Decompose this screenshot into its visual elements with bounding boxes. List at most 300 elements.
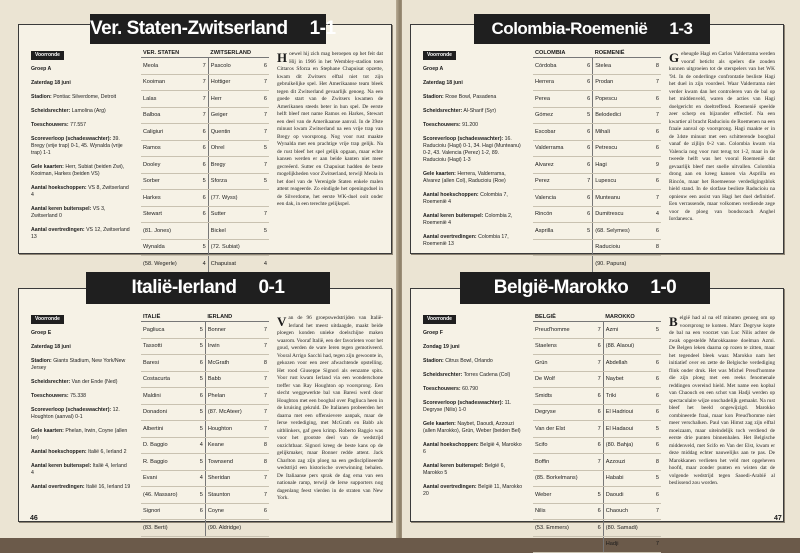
info-label: Gele kaarten:: [31, 427, 64, 434]
home-rating: 7: [589, 371, 604, 388]
lineup-row: [141, 206, 269, 223]
home-player: Boffin: [533, 454, 589, 471]
home-rating: 5: [191, 487, 206, 504]
away-player: Petrescu: [593, 140, 647, 157]
away-player: (72. Subiat): [208, 239, 255, 256]
home-rating: 5: [578, 223, 593, 240]
away-player: Townsend: [205, 454, 255, 471]
match-card: [18, 24, 392, 267]
report-text: oewel hij zich mag beroepen op het feit dat Hij in 1966 in het Wembley-stadion toen Cittaros Sforza en Stephane Chapuisat opzette, kwam dit Zwitsers elftal niet tot zijn gebruikelijke spel. Het Amerikaanse team bleek tegen dit Zwitserland gevaarlijk genoeg. Na een goede start van de Zwitsers kwamen de Amerikanen steeds beter in hun spel. De eerste helft bleef met name Ramos en Harkes, Stewart een deel van de Amerikaanse aanval. In de 39ste minuut kwam Zwitserland na een vrije trap van Bregy op voorsprong. Nog voor rust maakte Wynalda met een prachtige vrije trap gelijk. Na de rust bleef het spel gelijk opgaan, maar echte kansen werden er aan beide kanten niet meer gecreëerd. Sutter en Chapuisat hadden de beste mogelijkheden voor Zwitserland, terwijl Meola in het doel van de Verenigde Staten enkele malen attent reageerde. Zo eindigde het openingsduel in de Silverdome, het eerste WK-duel ooit onder een dak, in een terechte gelijkspel.: [277, 51, 383, 208]
lineup-row: [141, 58, 269, 75]
info-label: Scoreverloop (schadeswachter):: [31, 406, 112, 413]
info-label: Gele kaarten:: [423, 170, 456, 177]
match-report: [669, 315, 775, 515]
info-label: Aantal keren buitenspel:: [31, 462, 92, 469]
away-rating: 6: [647, 371, 661, 388]
match-card: [18, 288, 392, 531]
page-number-right: 47: [774, 515, 782, 522]
info-value: Lamolina (Arg): [71, 107, 106, 114]
lineup-row: [533, 520, 661, 537]
match-score: 1-1: [309, 18, 336, 39]
home-rating: 5: [578, 107, 593, 124]
lineup-row: [533, 388, 661, 405]
away-rating: 6: [647, 388, 661, 405]
away-player: Naybet: [603, 371, 647, 388]
away-rating: 7: [255, 487, 269, 504]
info-line: [423, 136, 523, 164]
away-player: Ohrel: [208, 140, 255, 157]
match-score: 1-3: [669, 19, 693, 38]
lineup-row: [533, 536, 661, 553]
home-player: Perea: [533, 91, 578, 108]
home-player: Tassotti: [141, 338, 191, 355]
home-player: Degryse: [533, 404, 589, 421]
info-value: Italië 16, Ierland 19: [86, 483, 131, 490]
info-label: Aantal keren buitenspel:: [423, 462, 484, 469]
match-report: [277, 315, 383, 515]
home-player: Escobar: [533, 124, 578, 141]
home-player: [533, 256, 578, 273]
away-rating: 7: [255, 206, 269, 223]
lineup-row: [141, 107, 269, 124]
home-player: Ramos: [141, 140, 194, 157]
home-rating: 6: [578, 190, 593, 207]
info-value: Phelan, Irwin, Coyne (allen Ier): [31, 427, 128, 441]
away-player: Raducioiu: [593, 239, 647, 256]
info-line: [423, 213, 523, 227]
info-value: Pontiac Silverdome, Detroit: [53, 93, 117, 100]
home-player: Meola: [141, 58, 194, 75]
away-player: Quentin: [208, 124, 255, 141]
info-label: Toeschouwers:: [423, 385, 461, 392]
info-value: Citrus Bowl, Orlando: [445, 357, 493, 364]
info-label: Aantal overtredingen:: [423, 483, 477, 490]
home-rating: 6: [589, 520, 604, 537]
home-rating: 5: [191, 421, 206, 438]
lineup-table: [141, 313, 269, 537]
info-line: [31, 428, 131, 442]
lineup-row: [141, 355, 269, 372]
home-player: Valderrama: [533, 140, 578, 157]
home-rating: 6: [589, 338, 604, 355]
home-rating: 6: [194, 157, 209, 174]
lineup-row: [533, 91, 661, 108]
away-player: Lupescu: [593, 173, 647, 190]
away-player: Sheridan: [205, 470, 255, 487]
away-player: Abdellah: [603, 355, 647, 372]
info-value: België 11, Marokko 20: [423, 483, 523, 497]
lineup-row: [533, 371, 661, 388]
home-rating: 5: [191, 454, 206, 471]
home-player: Perez: [533, 173, 578, 190]
info-value: Al-Sharif (Syr): [463, 107, 496, 114]
lineup-row: [141, 256, 269, 273]
home-player: [533, 239, 578, 256]
lineup-row: [141, 487, 269, 504]
away-rating: 7: [647, 536, 661, 553]
home-rating: 7: [194, 74, 209, 91]
info-line: [31, 393, 131, 400]
lineup-row: [141, 91, 269, 108]
team-home-header: VER. STATEN: [141, 49, 208, 58]
lineup-row: [141, 404, 269, 421]
info-value: Torres Cadena (Col): [463, 371, 511, 378]
away-player: Popescu: [593, 91, 647, 108]
info-line: [31, 185, 131, 199]
info-value: Rose Bowl, Pasadena: [445, 93, 497, 100]
team-home-header: COLOMBIA: [533, 49, 593, 58]
info-value: 91.200: [462, 121, 478, 128]
match-report: [669, 51, 775, 247]
lineup-row: [533, 355, 661, 372]
lineup-row: [141, 190, 269, 207]
home-player: Nilis: [533, 503, 589, 520]
away-player: Sforza: [208, 173, 255, 190]
away-player: (77. Wyss): [208, 190, 255, 207]
away-rating: [255, 190, 269, 207]
away-rating: 5: [647, 421, 661, 438]
lineup-row: [141, 470, 269, 487]
home-player: Lalas: [141, 91, 194, 108]
home-player: Kooiman: [141, 74, 194, 91]
team-away-header: IERLAND: [205, 313, 269, 322]
info-value: Italië 4, Ierland 4: [31, 462, 127, 476]
home-player: (83. Berti): [141, 520, 191, 537]
page-number-left: 46: [30, 515, 38, 522]
lineup-row: [141, 322, 269, 339]
home-player: D. Baggio: [141, 437, 191, 454]
info-line: [31, 379, 131, 386]
info-line: [31, 484, 131, 491]
home-rating: 6: [578, 58, 593, 75]
away-player: Hababi: [603, 470, 647, 487]
home-rating: 7: [578, 173, 593, 190]
home-player: Albertini: [141, 421, 191, 438]
away-rating: 7: [255, 124, 269, 141]
home-rating: 6: [589, 437, 604, 454]
home-player: Van der Elst: [533, 421, 589, 438]
home-player: Córdoba: [533, 58, 578, 75]
away-rating: 7: [255, 388, 269, 405]
drop-cap: H: [277, 50, 288, 65]
round-tag: Voorronde: [423, 315, 456, 324]
info-value: 12. Houghton (aanval) 0-1: [31, 406, 120, 420]
away-rating: [647, 256, 661, 273]
info-label: Scoreverloop (schadeswachter):: [31, 135, 112, 142]
lineup-row: [533, 223, 661, 240]
away-rating: 7: [255, 107, 269, 124]
home-player: Caligiuri: [141, 124, 194, 141]
lineup-row: [533, 338, 661, 355]
lineup-row: [533, 503, 661, 520]
home-player: Valencia: [533, 190, 578, 207]
home-player: Scifo: [533, 437, 589, 454]
team-away-header: MAROKKO: [603, 313, 661, 322]
info-line: [423, 108, 523, 115]
away-rating: 8: [255, 355, 269, 372]
match-title: Ver. Staten-Zwitserland: [90, 18, 288, 39]
away-player: Sutter: [208, 206, 255, 223]
lineup-row: [141, 503, 269, 520]
home-player: Alvarez: [533, 157, 578, 174]
away-rating: 6: [255, 58, 269, 75]
info-line: [423, 400, 523, 414]
home-rating: 7: [194, 91, 209, 108]
home-rating: [589, 470, 604, 487]
home-rating: [194, 223, 209, 240]
away-rating: 6: [647, 223, 661, 240]
away-player: Prodan: [593, 74, 647, 91]
away-player: Geiger: [208, 107, 255, 124]
home-rating: 6: [194, 140, 209, 157]
lineup-row: [533, 470, 661, 487]
info-value: Italië 6, Ierland 2: [88, 448, 127, 455]
away-player: Hottiger: [208, 74, 255, 91]
info-label: Aantal hoekschoppen:: [423, 191, 479, 198]
away-player: Munteanu: [593, 190, 647, 207]
info-label: Stadion:: [423, 357, 444, 364]
home-rating: 6: [191, 355, 206, 372]
info-label: Scheidsrechter:: [423, 371, 463, 378]
info-line: [423, 234, 523, 248]
info-line: [31, 227, 131, 241]
info-value: 77.557: [70, 121, 86, 128]
lineup-row: [141, 74, 269, 91]
home-player: (85. Borkelmans): [533, 470, 589, 487]
match-title: Colombia-Roemenië: [491, 19, 648, 38]
away-rating: 4: [647, 206, 661, 223]
home-player: Signori: [141, 503, 191, 520]
home-rating: 6: [578, 124, 593, 141]
lineup-row: [533, 421, 661, 438]
away-player: Coyne: [205, 503, 255, 520]
away-player: Azmi: [603, 322, 647, 339]
away-player: Daoudi: [603, 487, 647, 504]
home-player: Baresi: [141, 355, 191, 372]
away-rating: 5: [255, 223, 269, 240]
home-player: Rincón: [533, 206, 578, 223]
away-player: Houghton: [205, 421, 255, 438]
info-label: Aantal overtredingen:: [31, 226, 85, 233]
home-rating: 5: [191, 322, 206, 339]
away-rating: 7: [647, 503, 661, 520]
lineup-row: [141, 520, 269, 537]
away-rating: 6: [647, 437, 661, 454]
report-text: eheugde Hagi en Carlos Valderrama werden vooraf beticht als spelers die zouden kunnen uitgroeien tot de sterspelers van het WK '94. In de onderlinge confrontatie besliste Hagi het duel in zijn voordeel. Waar Valderrama niet verder kwam dan het controleren van de bal op het middenveld, waren de acties van Hagi doelgericht en doeltreffend. Roemenië speelde zeer scherp en bijzonder effectief. Na een kwartier al bracht Raducioiu de Roemenen na een fraaie aanval op voorsprong. Hagi maakte er in de 34ste minuut met een schitterende boogbal vanaf de zijlijn 0-2 van. Colombia kwam via Valencia nog voor rust terug tot 1-2, maar in de tweede helft was het vooral Roemenië dat gevaarlijk bleef met snelle uitvallen. Colombia drong aan en kreeg kansen via Asprilla en Rincón, maar het Roemeense verdedigingsblok hield stand. In de slotfase besliste Raducioiu na opnieuw een assist van Hagi het duel definitief. Een verrassende, maar volkomen verdiende zege voor de ploeg van bondscoach Anghel Iordanescu.: [669, 51, 775, 223]
away-player: Pascolo: [208, 58, 255, 75]
away-player: McGrath: [205, 355, 255, 372]
lineup-row: [533, 157, 661, 174]
home-rating: [578, 239, 593, 256]
home-rating: 6: [578, 91, 593, 108]
home-rating: 4: [194, 256, 209, 273]
home-player: Donadoni: [141, 404, 191, 421]
match-date: Zaterdag 18 juni: [423, 79, 463, 86]
info-line: [423, 442, 523, 456]
team-home-header: ITALIË: [141, 313, 205, 322]
away-rating: 7: [255, 322, 269, 339]
lineup-row: [533, 190, 661, 207]
info-label: Aantal hoekschoppen:: [423, 441, 479, 448]
report-text: an de 96 groepswedstrijden van Italië-Ierland het meest uitdaagde, maakt beide ploegen konden unieke doelschijne maken waarom. Vooraf Italië, een der favorieten voor het goud, werden de ware Ieren tegen gemotiveerd. Vooral Arrigo Sacchi had, tegen zijn gewoonte in, gekozen voor een zeer afwachtende opstelling. Het rood Giuseppe Signori als eenzame spits. Voor rust kwam Ierland via een wonderschone treffer van Ray Houghton op voorsprong. Een slecht weggewerkte bal van Baresi werd door Houghton met een boogbal over Pagliuca heen in de kruising gekruld. De Italianen probeerden het daarna met een offensievere aanpak, maar de Ierse verdediging, met McGrath en Babb als uitblinkers, gaf geen krimp. Roberto Baggio was voor het grootste deel van de wedstrijd onzichtbaar. Signori kreeg de beste kans op de gelijkmaker, maar Bonner redde attent. Jack Charlton zag zijn ploeg na een gedisciplineerde wedstrijd een historische overwinning behalen. De Italiaanse pers sprak de dag erna van een nationale ramp, terwijl de Ierse supporters nog dagenlang feest vierden in de straten van New York.: [277, 315, 383, 502]
info-line: [423, 192, 523, 206]
info-value: 60.790: [462, 385, 478, 392]
group-label: Groep E: [31, 329, 52, 336]
away-player: Hadji: [603, 536, 647, 553]
home-player: Stewart: [141, 206, 194, 223]
away-rating: 5: [647, 322, 661, 339]
info-line: [423, 484, 523, 498]
away-rating: 7: [255, 74, 269, 91]
home-rating: 7: [589, 454, 604, 471]
away-rating: 6: [647, 487, 661, 504]
info-label: Gele kaarten:: [31, 163, 64, 170]
info-label: Aantal hoekschoppen:: [31, 184, 87, 191]
lineup-row: [533, 140, 661, 157]
info-line: [31, 407, 131, 421]
home-rating: 6: [191, 388, 206, 405]
round-tag: Voorronde: [31, 51, 64, 60]
lineup-row: [141, 173, 269, 190]
lineup-table: [533, 313, 661, 553]
info-label: Aantal keren buitenspel:: [423, 212, 484, 219]
away-rating: 6: [255, 91, 269, 108]
home-rating: 4: [191, 437, 206, 454]
lineup-row: [533, 107, 661, 124]
info-line: [423, 358, 523, 365]
team-away-header: ZWITSERLAND: [208, 49, 269, 58]
info-value: 16. Raducioiu (Hagi) 0-1, 34. Hagi (Munteanu) 0-2, 43. Valencia (Perez) 1-2, 89. Raducioiu (Hagi) 1-3: [423, 135, 521, 163]
away-rating: 6: [647, 173, 661, 190]
away-player: Herr: [208, 91, 255, 108]
match-card: [410, 288, 784, 548]
info-line: [423, 386, 523, 393]
info-line: [31, 463, 131, 477]
lineup-row: [141, 239, 269, 256]
home-player: (46. Massaro): [141, 487, 191, 504]
info-line: [423, 94, 523, 101]
home-player: Maldini: [141, 388, 191, 405]
match-title-banner: [90, 14, 336, 44]
home-player: Weber: [533, 487, 589, 504]
lineup-row: [141, 140, 269, 157]
away-rating: 7: [647, 107, 661, 124]
drop-cap: V: [277, 314, 287, 329]
away-player: Bickel: [208, 223, 255, 240]
info-value: 11. Degryse (Nilis) 1-0: [423, 399, 512, 413]
home-player: Preud'homme: [533, 322, 589, 339]
info-label: Gele kaarten:: [423, 420, 456, 427]
away-player: Chapuisat: [208, 256, 255, 273]
group-label: Groep A: [423, 65, 444, 72]
info-label: Stadion:: [31, 357, 52, 364]
away-player: Dumitrescu: [593, 206, 647, 223]
away-rating: 8: [647, 239, 661, 256]
info-value: Naybet, Daoudi, Azzouzi (allen Marokko), Grün, Weber (beiden Bel): [423, 420, 521, 434]
home-rating: 5: [191, 404, 206, 421]
round-tag: Voorronde: [31, 315, 64, 324]
home-rating: [578, 256, 593, 273]
home-player: (81. Jones): [141, 223, 194, 240]
lineup-row: [533, 256, 661, 273]
away-player: El Hadrioui: [603, 404, 647, 421]
lineup-row: [141, 388, 269, 405]
away-player: (90. Papura): [593, 256, 647, 273]
home-player: Staelens: [533, 338, 589, 355]
home-player: Balboa: [141, 107, 194, 124]
away-player: Irwin: [205, 338, 255, 355]
home-rating: [191, 520, 206, 537]
info-line: [31, 206, 131, 220]
home-rating: 6: [578, 206, 593, 223]
match-info: [423, 315, 523, 505]
info-value: Giants Stadium, New York/New Jersey: [31, 357, 126, 371]
group-label: Groep F: [423, 329, 443, 336]
match-score: 1-0: [650, 277, 677, 298]
home-rating: 6: [194, 124, 209, 141]
match-card: [410, 24, 784, 267]
lineup-row: [141, 157, 269, 174]
home-player: Grün: [533, 355, 589, 372]
info-line: [423, 171, 523, 185]
away-player: (80. Bahja): [603, 437, 647, 454]
info-value: Colombia 17, Roemenië 13: [423, 233, 509, 247]
away-player: Keane: [205, 437, 255, 454]
home-rating: 5: [194, 239, 209, 256]
info-line: [31, 136, 131, 157]
home-player: De Wolf: [533, 371, 589, 388]
away-rating: 9: [647, 157, 661, 174]
lineup-row: [533, 74, 661, 91]
away-rating: [255, 520, 269, 537]
info-value: 75.338: [70, 392, 86, 399]
info-line: [423, 122, 523, 129]
info-line: [31, 164, 131, 178]
match-title: Italië-Ierland: [131, 277, 237, 298]
match-info: [31, 51, 131, 248]
home-rating: [589, 536, 604, 553]
home-rating: 6: [589, 404, 604, 421]
lineup-row: [533, 454, 661, 471]
home-rating: 5: [191, 338, 206, 355]
home-player: Asprilla: [533, 223, 578, 240]
info-label: Scoreverloop (schadeswachter):: [423, 399, 504, 406]
info-line: [423, 463, 523, 477]
info-line: [31, 122, 131, 129]
away-player: (90. Aldridge): [205, 520, 255, 537]
away-rating: [255, 239, 269, 256]
match-info: [31, 315, 131, 498]
lineup-row: [533, 206, 661, 223]
away-player: Triki: [603, 388, 647, 405]
match-title-banner: [86, 272, 330, 304]
away-rating: 6: [647, 404, 661, 421]
home-player: Gómez: [533, 107, 578, 124]
info-label: Toeschouwers:: [31, 121, 69, 128]
home-rating: 7: [589, 355, 604, 372]
info-line: [423, 421, 523, 435]
lineup-row: [533, 437, 661, 454]
lineup-row: [141, 437, 269, 454]
lineup-table: [533, 49, 661, 273]
info-value: Colombia 7, Roemenië 4: [423, 191, 508, 205]
info-value: VS 8, Zwitserland 4: [31, 184, 129, 198]
match-date: Zondag 19 juni: [423, 343, 460, 350]
home-player: Wynalda: [141, 239, 194, 256]
home-player: Smidts: [533, 388, 589, 405]
team-home-header: BELGIË: [533, 313, 603, 322]
home-rating: 6: [578, 157, 593, 174]
